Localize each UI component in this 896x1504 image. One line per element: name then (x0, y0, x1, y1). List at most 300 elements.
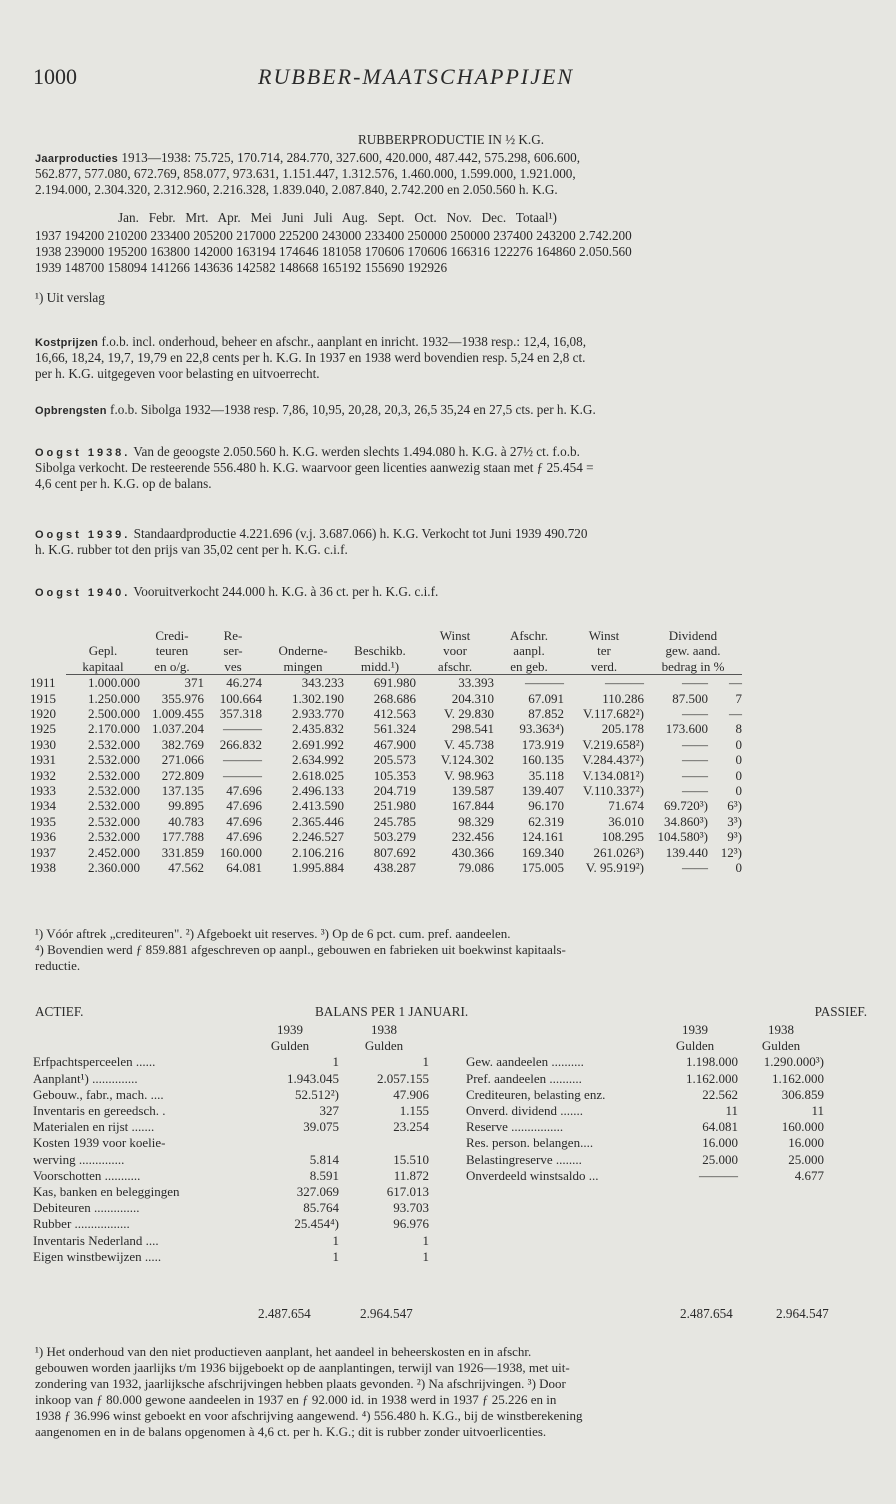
asset-row (33, 1087, 429, 1103)
table-cell: V.284.437²) (582, 752, 644, 768)
table-cell: 1938 (30, 860, 56, 876)
harvest-1940-line: Oogst 1940. Vooruitverkocht 244.000 h. K.G. à 36 ct. per h. K.G. c.i.f. (35, 584, 439, 599)
table-cell: ——— (525, 675, 564, 691)
table-cell: — (729, 675, 742, 691)
table-cell: 357.318 (219, 706, 262, 722)
yearly-line-2: 562.877, 577.080, 672.769, 858.077, 973.631, 1.151.447, 1.312.576, 1.460.000, 1.599.000, 1.921.000, (35, 166, 576, 181)
table-cell: 232.456 (451, 829, 494, 845)
liability-cell: ——— (699, 1167, 738, 1183)
table-cell: 1930 (30, 736, 56, 752)
finance-header-cell: ves (204, 659, 262, 675)
asset-row (33, 1216, 429, 1232)
table-cell: 98.329 (458, 813, 494, 829)
liability-row (466, 1054, 824, 1070)
table-cell: — (729, 706, 742, 722)
liability-cell: 25.000 (702, 1151, 738, 1167)
table-cell: 40.783 (168, 813, 204, 829)
table-cell: 96.170 (528, 798, 564, 814)
finance-header-cell (344, 628, 416, 643)
finance-header-cell (30, 643, 66, 658)
table-cell: 298.541 (451, 721, 494, 737)
table-cell: 2.634.992 (292, 752, 344, 768)
table-row (30, 675, 742, 691)
table-cell: 108.295 (601, 829, 644, 845)
table-cell: V.219.658²) (582, 736, 644, 752)
finance-header-cell (30, 628, 66, 643)
table-cell: 2.365.446 (292, 813, 344, 829)
liability-cell: 16.000 (788, 1135, 824, 1151)
table-cell: 2.106.216 (292, 844, 344, 860)
finance-header-cell (66, 628, 140, 643)
table-cell: 2.246.527 (292, 829, 344, 845)
table-cell: 2.532.000 (88, 767, 140, 783)
asset-cell: 1 (422, 1248, 429, 1264)
liability-cell: Onverd. dividend ....... (466, 1103, 583, 1119)
table-row (30, 691, 742, 706)
liability-row (466, 1103, 824, 1119)
table-cell: 2.532.000 (88, 736, 140, 752)
table-cell: —— (682, 752, 708, 768)
asset-cell: Debiteuren .............. (33, 1200, 140, 1216)
table-cell: 0 (735, 736, 742, 752)
year-1938: 1938 (371, 1022, 397, 1037)
finance-header-cell (30, 659, 66, 675)
table-cell: 8 (735, 721, 742, 737)
table-cell: 100.664 (219, 690, 262, 706)
table-cell: 2.532.000 (88, 813, 140, 829)
liability-cell: Reserve ................ (466, 1119, 564, 1135)
asset-cell: Inventaris en gereedsch. . (33, 1103, 166, 1119)
asset-cell: 327 (319, 1103, 339, 1119)
balance-liabilities (466, 1022, 824, 1184)
asset-cell: 617.013 (386, 1184, 429, 1200)
table-cell: 503.279 (373, 829, 416, 845)
table-cell: 173.600 (665, 721, 708, 737)
table-cell: 33.393 (458, 675, 494, 691)
table-cell: V.110.337²) (583, 783, 644, 799)
asset-cell: Voorschotten ........... (33, 1167, 141, 1183)
table-cell: 1936 (30, 829, 56, 845)
liability-cell: 1.198.000 (686, 1054, 738, 1070)
yearly-label: Jaarproducties (35, 153, 119, 165)
finance-header-cell: midd.¹) (344, 659, 416, 675)
table-cell: 2.413.590 (292, 798, 344, 814)
table-cell: 2.500.000 (88, 706, 140, 722)
table-cell: 205.178 (601, 721, 644, 737)
footnote-4: inkoop van ƒ 80.000 gewone aandeelen in 1937 en ƒ 92.000 id. in 1938 werd in 1937 ƒ 25.226 en in (35, 1392, 557, 1407)
asset-row (33, 1135, 429, 1151)
balance-year-row (466, 1022, 824, 1038)
asset-cell: 1 (332, 1248, 339, 1264)
currency-label: Gulden (761, 1038, 801, 1054)
table-cell: V.134.081²) (582, 767, 644, 783)
liability-cell: Res. person. belangen.... (466, 1135, 594, 1151)
finance-header-cell: Credi- (155, 628, 189, 643)
asset-cell (339, 1135, 429, 1151)
balance-currency-row (466, 1038, 824, 1054)
finance-footnote-3: reductie. (35, 958, 81, 973)
finance-header-cell: ter (597, 643, 611, 659)
year-1939: 1939 (277, 1022, 303, 1037)
table-cell: 1.250.000 (88, 690, 140, 706)
table-cell: 1920 (30, 706, 56, 722)
asset-cell: Erfpachtsperceelen ...... (33, 1054, 156, 1070)
table-row (30, 783, 742, 798)
table-cell: —— (682, 767, 708, 783)
table-cell: 36.010 (608, 813, 644, 829)
table-cell: 139.407 (521, 783, 564, 799)
table-cell: 160.135 (521, 752, 564, 768)
finance-header-cell: ser- (223, 643, 243, 659)
liability-cell: Belastingreserve ........ (466, 1151, 582, 1167)
table-cell: 331.859 (161, 844, 204, 860)
finance-header-cell: Beschikb. (354, 643, 406, 659)
table-cell: 412.563 (373, 706, 416, 722)
liability-row (466, 1071, 824, 1087)
finance-header-cell: Afschr. (510, 628, 548, 643)
table-cell: 6³) (727, 798, 742, 814)
table-row (30, 814, 742, 829)
table-row (30, 860, 742, 875)
finance-footnote-1: ¹) Vóór aftrek „crediteuren". ²) Afgeboekt uit reserves. ³) Op de 6 pct. cum. pref. aandeelen. (35, 926, 511, 941)
table-row (30, 845, 742, 860)
table-cell: 2.532.000 (88, 798, 140, 814)
liability-cell: 64.081 (702, 1119, 738, 1135)
table-cell: ——— (605, 675, 644, 691)
table-cell: 7 (735, 690, 742, 706)
asset-cell (241, 1135, 339, 1151)
table-cell: 430.366 (451, 844, 494, 860)
harvest-1938-line-2: Sibolga verkocht. De resteerende 556.480 h. K.G. waarvoor geen licenties aanwezig staan met ƒ 25.454 = (35, 460, 594, 475)
asset-cell: 1 (332, 1054, 339, 1070)
finance-header-cell: Dividend (668, 628, 718, 643)
currency-label: Gulden (270, 1038, 310, 1054)
liability-cell: 16.000 (702, 1135, 738, 1151)
finance-header-cell: Winst (588, 628, 620, 643)
finance-header-cell: kapitaal (66, 659, 140, 675)
asset-cell: 1.943.045 (287, 1070, 339, 1086)
finance-header-cell: bedrag in % (644, 659, 742, 675)
table-cell: 34.860³) (664, 813, 708, 829)
table-cell: 9³) (727, 829, 742, 845)
table-cell: 2.532.000 (88, 783, 140, 799)
table-cell: 1.302.190 (292, 690, 344, 706)
asset-cell: 39.075 (303, 1119, 339, 1135)
asset-row (33, 1249, 429, 1265)
table-row (30, 768, 742, 783)
footnote-5: 1938 ƒ 36.996 winst geboekt en voor afschrijving aangewend. ⁴) 556.480 h. K.G., bij de winstberekening (35, 1408, 583, 1423)
table-cell: 2.435.832 (292, 721, 344, 737)
liability-row (466, 1135, 824, 1151)
asset-cell: Rubber ................. (33, 1216, 130, 1232)
table-cell: 47.562 (168, 860, 204, 876)
asset-row (33, 1184, 429, 1200)
liability-row (466, 1087, 824, 1103)
asset-cell: 85.764 (303, 1200, 339, 1216)
asset-row (33, 1071, 429, 1087)
table-cell: 47.696 (226, 798, 262, 814)
table-cell: 79.086 (458, 860, 494, 876)
table-cell: 1933 (30, 783, 56, 799)
footnote-1: ¹) Het onderhoud van den niet productieven aanplant, het aandeel in beheerskosten en in afschr. (35, 1344, 532, 1359)
table-cell: 355.976 (161, 690, 204, 706)
table-cell: 93.363⁴) (519, 721, 564, 737)
page-number: 1000 (33, 64, 77, 89)
table-cell: 177.788 (161, 829, 204, 845)
liability-cell: Gew. aandeelen .......... (466, 1054, 584, 1070)
asset-row (33, 1119, 429, 1135)
table-cell: 271.066 (161, 752, 204, 768)
table-cell: V. 45.738 (444, 736, 494, 752)
finance-header-cell: Gepl. (88, 643, 118, 659)
month-header: Jan. Febr. Mrt. Apr. Mei Juni Juli Aug. Sept. Oct. Nov. Dec. Totaal¹) (118, 210, 557, 225)
actief-label: ACTIEF. (35, 1004, 84, 1019)
table-cell: 139.440 (665, 844, 708, 860)
table-cell: 62.319 (528, 813, 564, 829)
revenue-line: Opbrengsten f.o.b. Sibolga 1932—1938 resp. 7,86, 10,95, 20,28, 20,3, 26,5 35,24 en 27,5 cts. per h. K.G. (35, 402, 596, 417)
asset-cell: 23.254 (393, 1119, 429, 1135)
liability-cell: 1.162.000 (686, 1070, 738, 1086)
table-cell: 266.832 (219, 736, 262, 752)
asset-row (33, 1168, 429, 1184)
balance-assets (33, 1022, 429, 1265)
table-cell: V.124.302 (440, 752, 494, 768)
asset-row (33, 1200, 429, 1216)
page-title: RUBBER-MAATSCHAPPIJEN (258, 64, 575, 89)
asset-cell: 47.906 (393, 1086, 429, 1102)
table-cell: 105.353 (373, 767, 416, 783)
liability-cell: Onverdeeld winstsaldo ... (466, 1167, 599, 1183)
asset-cell: 96.976 (393, 1216, 429, 1232)
table-cell: 245.785 (373, 813, 416, 829)
footnote-2: gebouwen worden jaarlijks t/m 1936 bijgeboekt op de aanplantingen, terwijl van 1926—1938, met uit- (35, 1360, 570, 1375)
asset-cell: 1 (332, 1232, 339, 1248)
table-cell: 99.895 (168, 798, 204, 814)
asset-cell: Gebouw., fabr., mach. .... (33, 1086, 164, 1102)
table-row (30, 721, 742, 736)
footnote-6: aangenomen en in de balans opgenomen à 4,6 ct. per h. K.G.; dit is rubber zonder uitvoerlicenties. (35, 1424, 547, 1439)
footnote-3: zondering van 1932, jaarlijksche afschrijvingen hebben plaats gevonden. ²) Na afschrijvingen. ³) Door (35, 1376, 566, 1391)
table-cell: 1937 (30, 844, 56, 860)
table-cell: 1.000.000 (88, 675, 140, 691)
liability-cell: 1.162.000 (772, 1070, 824, 1086)
asset-cell: 1.155 (399, 1103, 429, 1119)
table-cell: 46.274 (226, 675, 262, 691)
table-cell: 2.496.133 (292, 783, 344, 799)
table-cell: 0 (735, 752, 742, 768)
table-cell: 2.170.000 (88, 721, 140, 737)
asset-cell: 2.057.155 (377, 1070, 429, 1086)
asset-cell: Inventaris Nederland .... (33, 1232, 159, 1248)
table-cell: —— (682, 783, 708, 799)
table-cell: 71.674 (608, 798, 644, 814)
table-cell: 87.500 (672, 690, 708, 706)
harvest-1939-line-2: h. K.G. rubber tot den prijs van 35,02 cent per h. K.G. c.i.f. (35, 542, 348, 557)
asset-cell: Aanplant¹) .............. (33, 1070, 138, 1086)
table-cell: 561.324 (373, 721, 416, 737)
production-heading: RUBBERPRODUCTIE IN ½ K.G. (357, 132, 545, 147)
table-cell: 2.532.000 (88, 829, 140, 845)
table-cell: V. 98.963 (444, 767, 494, 783)
finance-header-row (30, 659, 742, 675)
finance-header-row (30, 628, 742, 643)
table-cell: 1915 (30, 690, 56, 706)
table-cell: 382.769 (161, 736, 204, 752)
asset-cell: Kas, banken en beleggingen (33, 1184, 180, 1200)
table-cell: 1.009.455 (152, 706, 204, 722)
asset-cell: 15.510 (393, 1151, 429, 1167)
year-1938: 1938 (768, 1022, 794, 1037)
table-cell: ——— (223, 752, 262, 768)
currency-label: Gulden (364, 1038, 404, 1054)
table-cell: 0 (735, 767, 742, 783)
liability-row (466, 1119, 824, 1135)
table-cell: 205.573 (373, 752, 416, 768)
costs-line-2: 16,66, 18,24, 19,7, 19,79 en 22,8 cents per h. K.G. In 1937 en 1938 werd bovendien resp. 5,24 en 2,8 ct. (35, 350, 586, 365)
asset-row (33, 1152, 429, 1168)
table-cell: 807.692 (373, 844, 416, 860)
balance-year-row (33, 1022, 429, 1038)
table-row (30, 737, 742, 752)
asset-row (33, 1103, 429, 1119)
table-cell: V. 95.919²) (585, 860, 644, 876)
liability-cell: 4.677 (794, 1167, 824, 1183)
table-cell: 64.081 (226, 860, 262, 876)
table-cell: 35.118 (528, 767, 564, 783)
table-cell: 371 (184, 675, 204, 691)
yearly-line-3: 2.194.000, 2.304.320, 2.312.960, 2.216.328, 1.839.040, 2.087.840, 2.742.200 en 2.050.560 h. K.G. (35, 182, 558, 197)
liability-cell: 160.000 (781, 1119, 824, 1135)
table-cell: 2.618.025 (292, 767, 344, 783)
table-cell: V.117.682²) (583, 706, 644, 722)
harvest-1938-line-1: Oogst 1938. Van de geoogste 2.050.560 h. K.G. werden slechts 1.494.080 h. K.G. à 27½ ct. f.o.b. (35, 444, 580, 459)
finance-header-cell: teuren (155, 643, 189, 659)
table-cell: 204.310 (451, 690, 494, 706)
passief-label: PASSIEF. (814, 1004, 867, 1019)
asset-cell: 1 (422, 1232, 429, 1248)
finance-header-cell: aanpl. (513, 643, 545, 659)
asset-cell: Materialen en rijst ....... (33, 1119, 155, 1135)
table-cell: —— (682, 706, 708, 722)
balance-title: BALANS PER 1 JANUARI. (315, 1004, 469, 1019)
table-cell: 0 (735, 860, 742, 876)
table-cell: 47.696 (226, 829, 262, 845)
table-cell: 1925 (30, 721, 56, 737)
harvest-1939-line-1: Oogst 1939. Standaardproductie 4.221.696 (v.j. 3.687.066) h. K.G. Verkocht tot Juni 1939 490.720 (35, 526, 588, 541)
table-cell: 167.844 (451, 798, 494, 814)
table-cell: 467.900 (373, 736, 416, 752)
table-cell: 251.980 (373, 798, 416, 814)
finance-header-cell (262, 628, 344, 643)
asset-row (33, 1233, 429, 1249)
table-cell: 261.026³) (593, 844, 644, 860)
table-cell: 2.360.000 (88, 860, 140, 876)
costs-line-3: per h. K.G. uitgegeven voor belasting en uitvoerrecht. (35, 366, 320, 381)
asset-cell: Kosten 1939 voor koelie- (33, 1135, 166, 1151)
finance-header-cell: en o/g. (140, 659, 204, 675)
table-cell: 47.696 (226, 813, 262, 829)
table-cell: 124.161 (521, 829, 564, 845)
table-cell: 2.532.000 (88, 752, 140, 768)
asset-cell: 327.069 (296, 1184, 339, 1200)
finance-header-cell: Winst (439, 628, 471, 643)
finance-header-cell: Re- (223, 628, 243, 643)
finance-header-cell: gew. aand. (665, 643, 721, 659)
table-cell: 0 (735, 783, 742, 799)
asset-cell: 8.591 (309, 1167, 339, 1183)
table-cell: 1.995.884 (292, 860, 344, 876)
table-cell: 1.037.204 (152, 721, 204, 737)
table-cell: 1931 (30, 752, 56, 768)
table-cell: 67.091 (528, 690, 564, 706)
table-cell: ——— (223, 721, 262, 737)
finance-header-cell: voor (443, 643, 467, 659)
asset-cell: 25.454⁴) (294, 1216, 339, 1232)
table-cell: 173.919 (521, 736, 564, 752)
liability-cell: 306.859 (781, 1086, 824, 1102)
table-cell: 47.696 (226, 783, 262, 799)
month-row-1938: 1938 239000 195200 163800 142000 163194 174646 181058 170606 170606 166316 122276 164860 2.050.560 (35, 244, 632, 259)
table-row (30, 798, 742, 813)
table-cell: 2.933.770 (292, 706, 344, 722)
table-cell: 69.720³) (664, 798, 708, 814)
liability-cell: 25.000 (788, 1151, 824, 1167)
costs-line-1: Kostprijzen f.o.b. incl. onderhoud, beheer en afschr., aanplant en inricht. 1932—1938 resp.: 12,4, 16,08, (35, 334, 587, 349)
table-cell: —— (682, 736, 708, 752)
asset-cell: 1 (422, 1054, 429, 1070)
liability-cell: 11 (811, 1103, 824, 1119)
table-cell: 272.809 (161, 767, 204, 783)
asset-cell: Eigen winstbewijzen ..... (33, 1248, 162, 1264)
table-cell: 87.852 (528, 706, 564, 722)
table-cell: 438.287 (373, 860, 416, 876)
table-cell: 110.286 (602, 690, 644, 706)
table-cell: 160.000 (219, 844, 262, 860)
finance-footnote-2: ⁴) Bovendien werd ƒ 859.881 afgeschreven op aanpl., gebouwen en fabrieken uit boekwinst kapitaals- (35, 942, 566, 957)
liability-row (466, 1152, 824, 1168)
finance-header-cell: afschr. (416, 659, 494, 675)
table-row (30, 829, 742, 844)
table-cell: 104.580³) (657, 829, 708, 845)
asset-cell: 52.512²) (295, 1086, 339, 1102)
finance-header-cell: mingen (262, 659, 344, 675)
table-cell: 169.340 (521, 844, 564, 860)
balance-currency-row (33, 1038, 429, 1054)
table-cell: —— (682, 675, 708, 691)
document-page: 1000 RUBBER-MAATSCHAPPIJEN RUBBERPRODUCTIE IN ½ K.G. Jaarproducties 1913—1938: 75.725, 170.714, 284.770, 327.600, 420.000, 487.442, 575.298, 606.600, 562.877, 577.080, 672.769, 858.077, 973.631, 1.151.447, 1.312.576, 1.460.000, 1.599.000, 1.921.000, 2.194.000, 2.304.320, 2.312.960, 2.216.328, 1.839.040, 2.087.840, 2.742.200 en 2.050.560 h. K.G. Jan. Febr. Mrt. Apr. Mei Juni Juli Aug. Sept. Oct. Nov. Dec. Totaal¹) 1937 194200 210200 233400 205200 217000 225200 243000 233400 250000 250000 237400 243200 2.742.200 1938 239000 195200 163800 142000 163194 174646 181058 170606 170606 166316 122276 164860 2.050.560 1939 148700 158094 141266 143636 142582 148668 165192 155690 192926 ¹) Uit verslag Kostprijzen f.o.b. incl. onderhoud, beheer en afschr., aanplant en inricht. 1932—1938 resp.: 12,4, 16,08, 16,66, 18,24, 19,7, 19,79 en 22,8 cents per h. K.G. In 1937 en 1938 werd bovendien resp. 5,24 en 2,8 ct. per h. K.G. uitgegeven voor belasting en uitvoerrecht. Opbrengsten f.o.b. Sibolga 1932—1938 resp. 7,86, 10,95, 20,28, 20,3, 26,5 35,24 en 27,5 cts. per h. K.G. Oogst 1938. Van de geoogste 2.050.560 h. K.G. werden slechts 1.494.080 h. K.G. à 27½ ct. f.o.b. Sibolga verkocht. De resteerende 556.480 h. K.G. waarvoor geen licenties aanwezig staan met ƒ 25.454 = 4,6 cent per h. K.G. op de balans. Oogst 1939. Standaardproductie 4.221.696 (v.j. 3.687.066) h. K.G. Verkocht tot Juni 1939 490.720 h. K.G. rubber tot den prijs van 35,02 cent per h. K.G. c.i.f. Oogst 1940. Vooruitverkocht 244.000 h. K.G. à 36 ct. per h. K.G. c.i.f. Credi- Re- Winst Afschr. Winst Dividend Gepl. teuren ser- Onderne- Beschikb. voor aanpl. ter gew. aand. kapitaal en o/g. ves mingen midd.¹) afschr. en geb. verd. bedrag in % 1911 1.000.000 371 46.274 343.233 691.980 33.393 ——— ——— —— — 1915 1.250.000 355.976 100.664 1.302.190 268.686 204.310 67.091 110.286 87.500 7 1920 2.500.000 1.009.455 357.318 2.933.770 412.563 V. 29.830 87.852 V.117.682²) —— — 1925 2.170.000 1.037.204 ——— 2.435.832 561.324 298.541 93.363⁴) 205.178 173.600 8 1930 2.532.000 382.769 266.832 2.691.992 467.900 V. 45.738 173.919 V.219.658²) —— 0 1931 2.532.000 271.066 ——— 2.634.992 205.573 V.124.302 160.135 V.284.437²) —— 0 1932 2.532.000 272.809 ——— 2.618.025 105.353 V. 98.963 35.118 V.134.081²) —— 0 1933 2.532.000 137.135 47.696 2.496.133 204.719 139.587 139.407 V.110.337²) —— 0 1934 2.532.000 99.895 47.696 2.413.590 251.980 167.844 96.170 71.674 69.720³) 6³) 1935 2.532.000 40.783 47.696 2.365.446 245.785 98.329 62.319 36.010 34.860³) 3³) 1936 2.532.000 177.788 47.696 2.246.527 503.279 232.456 124.161 108.295 104.580³) 9³) 1937 2.452.000 331.859 160.000 2.106.216 807.692 430.366 169.340 261.026³) 139.440 12³) 1938 2.360.000 47.562 64.081 1.995.884 438.287 79.086 175.005 V. 95.919²) —— 0 ¹) Vóór aftrek „crediteuren". ²) Afgeboekt uit reserves. ³) Op de 6 pct. cum. pref. aandeelen. ⁴) Bovendien werd ƒ 859.881 afgeschreven op aanpl., gebouwen en fabrieken uit boekwinst kapitaals- reductie. ACTIEF. BALANS PER 1 JANUARI. PASSIEF. 1939 1938 Gulden Gulden Erfpachtsperceelen ...... 1 1 Aanplant¹) .............. 1.943.045 2.057.155 Gebouw., fabr., mach. .... 52.512²) 47.906 Inventaris en gereedsch. . 327 1.155 Materialen en rijst ....... 39.075 23.254 Kosten 1939 voor koelie- werving .............. 5.814 15.510 Voorschotten ........... 8.591 11.872 Kas, banken en beleggingen 327.069 617.013 Debiteuren .............. 85.764 93.703 Rubber ................. 25.454⁴) 96.976 Inventaris Nederland .... 1 1 Eigen winstbewijzen ..... 1 1 1939 1938 Gulden Gulden Gew. aandeelen .......... 1.198.000 1.290.000³) Pref. aandeelen .......... 1.162.000 1.162.000 Crediteuren, belasting enz. 22.562 306.859 Onverd. dividend ....... 11 11 Reserve ................ 64.081 160.000 Res. person. belangen.... 16.000 16.000 Belastingreserve ........ 25.000 25.000 Onverdeeld winstsaldo ... ——— 4.677 2.487.654 2.964.547 2.487.654 2.964.547 ¹) Het onderhoud van den niet productieven aanplant, het aandeel in beheerskosten en in afschr. gebouwen worden jaarlijks t/m 1936 bijgeboekt op de aanplantingen, terwijl van 1926—1938, met uit- zondering van 1932, jaarlijksche afschrijvingen hebben plaats gevonden. ²) Na afschrijvingen. ³) Door inkoop van ƒ 80.000 gewone aandeelen in 1937 en ƒ 92.000 id. in 1938 werd in 1937 ƒ 25.226 en in 1938 ƒ 36.996 winst geboekt en voor afschrijving aangewend. ⁴) 556.480 h. K.G., bij de winstberekening aangenomen en in de balans opgenomen à 4,6 ct. per h. K.G.; dit is rubber zonder uitvoerlicenties. (0, 0, 896, 1504)
yearly-line-1: Jaarproducties 1913—1938: 75.725, 170.714, 284.770, 327.600, 420.000, 487.442, 575.298, 606.600, (35, 150, 581, 165)
month-row-1939: 1939 148700 158094 141266 143636 142582 148668 165192 155690 192926 (35, 260, 448, 275)
table-cell: V. 29.830 (444, 706, 494, 722)
table-cell: 1934 (30, 798, 56, 814)
finance-header-cell: Onderne- (278, 643, 328, 659)
finance-header-row (30, 643, 742, 658)
asset-row (33, 1054, 429, 1070)
harvest-1938-line-3: 4,6 cent per h. K.G. op de balans. (35, 476, 212, 491)
table-cell: —— (682, 860, 708, 876)
table-cell: 137.135 (161, 783, 204, 799)
finance-header-cell: verd. (564, 659, 644, 675)
liability-cell: 11 (725, 1103, 738, 1119)
table-cell: 2.691.992 (292, 736, 344, 752)
liability-cell: 1.290.000³) (763, 1054, 824, 1070)
asset-cell: 11.872 (393, 1167, 429, 1183)
table-cell: 175.005 (521, 860, 564, 876)
production-note: ¹) Uit verslag (35, 290, 105, 305)
table-cell: ——— (223, 767, 262, 783)
finance-header-cell: en geb. (494, 659, 564, 675)
liability-cell: Pref. aandeelen .......... (466, 1070, 582, 1086)
